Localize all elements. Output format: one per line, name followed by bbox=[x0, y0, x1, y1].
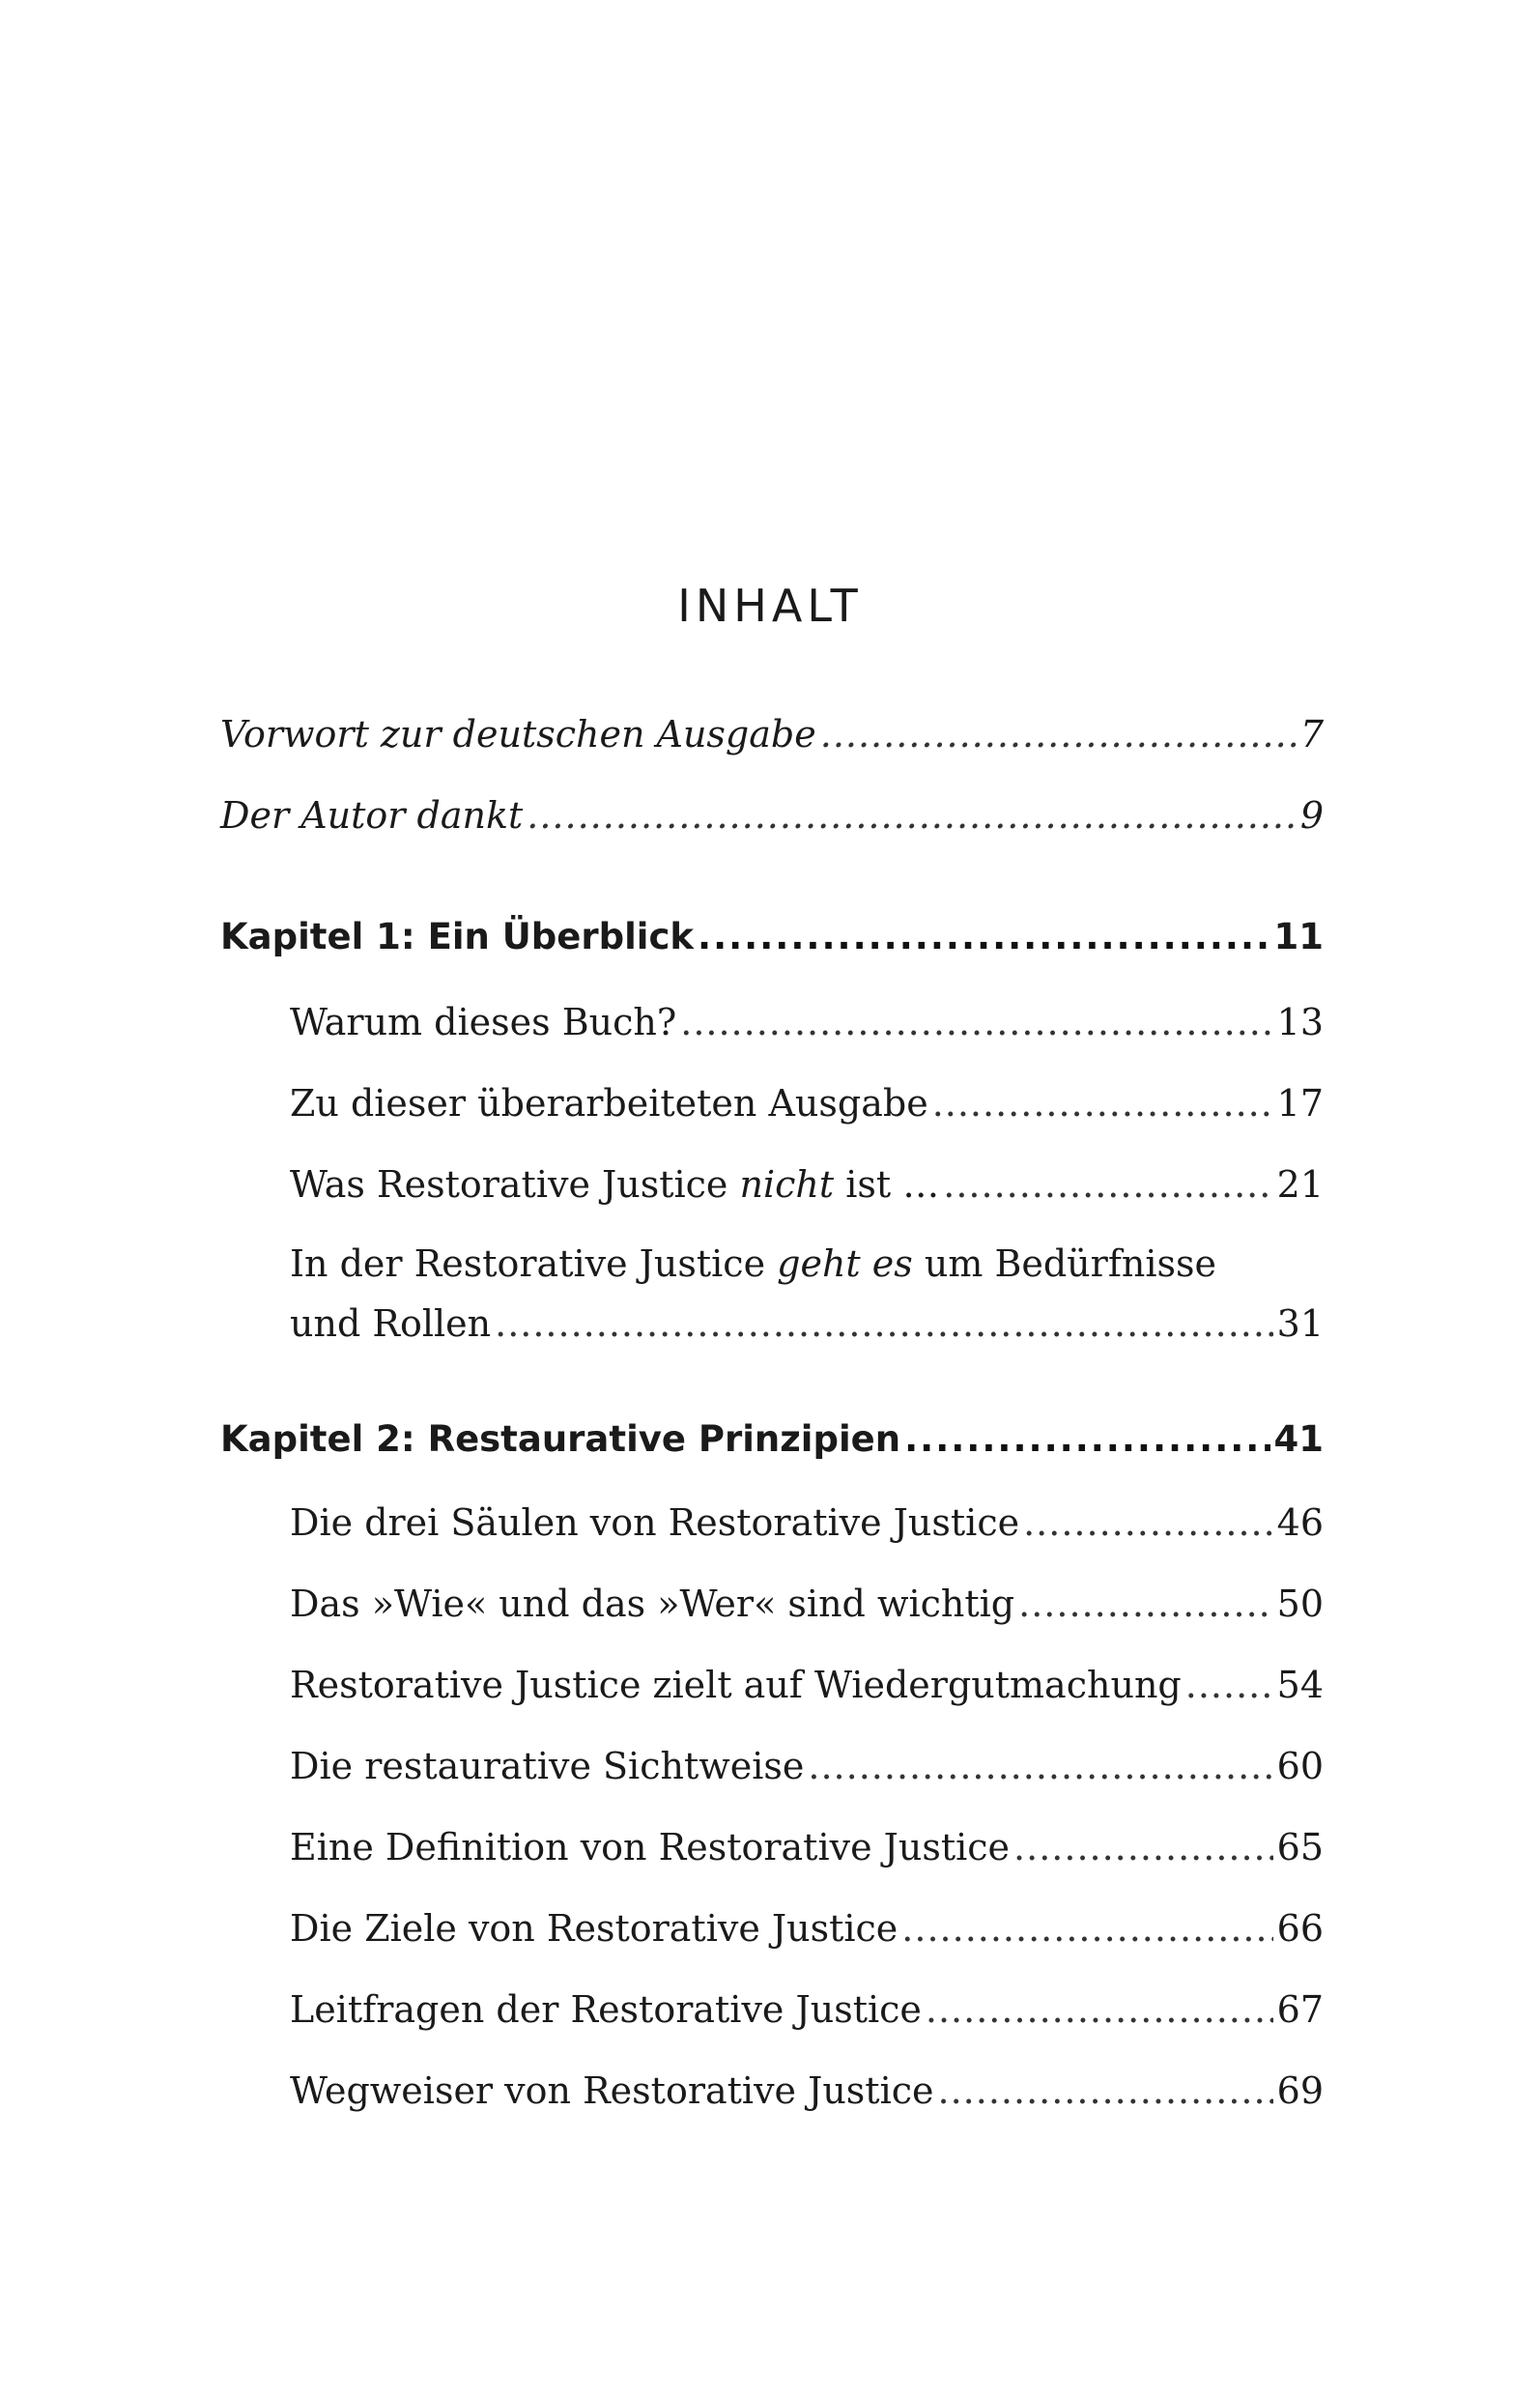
toc-page-number: 60 bbox=[1276, 1745, 1324, 1787]
toc-section bbox=[290, 995, 1324, 1049]
dot-leader bbox=[938, 2064, 1273, 2118]
label-text: Was Restorative Justice bbox=[290, 1163, 740, 1206]
dot-leader bbox=[1018, 1577, 1273, 1631]
dot-leader bbox=[1185, 1658, 1273, 1712]
toc-page-number: 67 bbox=[1276, 1988, 1324, 2031]
dot-leader bbox=[698, 910, 1269, 964]
toc-section-label: Restorative Justice zielt auf Wiedergutmachung bbox=[290, 1664, 1182, 1706]
toc-section bbox=[290, 1076, 1324, 1130]
toc-entry-vorwort bbox=[220, 707, 1324, 761]
toc-section-label: Zu dieser überarbeiteten Ausgabe bbox=[290, 1082, 928, 1125]
toc-page-number: 46 bbox=[1276, 1501, 1324, 1544]
toc-section bbox=[290, 1739, 1324, 1793]
dot-leader bbox=[943, 1157, 1272, 1212]
toc-page-number: 54 bbox=[1276, 1664, 1324, 1706]
toc-chapter-1 bbox=[220, 910, 1324, 964]
toc-section-label: Leitfragen der Restorative Justice bbox=[290, 1988, 922, 2031]
toc-page-number: 50 bbox=[1276, 1583, 1324, 1625]
dot-leader bbox=[1023, 1496, 1273, 1550]
dot-leader bbox=[820, 707, 1297, 761]
toc-section-label: Die restaurative Sichtweise bbox=[290, 1745, 805, 1787]
toc-page-number: 31 bbox=[1276, 1302, 1324, 1345]
toc-section-label bbox=[290, 1157, 939, 1212]
toc-section bbox=[290, 1496, 1324, 1550]
toc-entry-label: Vorwort zur deutschen Ausgabe bbox=[220, 713, 816, 756]
label-emphasis: nicht bbox=[739, 1163, 835, 1206]
dot-leader bbox=[901, 1901, 1272, 1955]
dot-leader bbox=[527, 788, 1297, 842]
toc-section bbox=[290, 1297, 1324, 1351]
toc-section-label: Das »Wie« und das »Wer« sind wichtig bbox=[290, 1583, 1015, 1625]
toc-page-number: 66 bbox=[1276, 1907, 1324, 1950]
dot-leader bbox=[808, 1739, 1272, 1793]
toc-section-label: und Rollen bbox=[290, 1302, 492, 1345]
toc-page-number: 21 bbox=[1276, 1163, 1324, 1206]
toc-section bbox=[290, 1577, 1324, 1631]
toc-page-number: 17 bbox=[1276, 1082, 1324, 1125]
dot-leader bbox=[932, 1076, 1273, 1130]
dot-leader bbox=[904, 1412, 1269, 1467]
page-title: INHALT bbox=[677, 580, 863, 632]
toc-section-label: Wegweiser von Restorative Justice bbox=[290, 2069, 934, 2112]
toc-page-number: 11 bbox=[1273, 916, 1324, 957]
toc-page-number: 13 bbox=[1276, 1001, 1324, 1043]
toc-section bbox=[290, 1658, 1324, 1712]
toc-entry-autor-dankt bbox=[220, 788, 1324, 842]
toc-chapter-label: Kapitel 2: Restaurative Prinzipien bbox=[220, 1418, 901, 1460]
toc-section bbox=[290, 1901, 1324, 1955]
toc-page-number: 41 bbox=[1273, 1418, 1324, 1460]
toc-section-first-line bbox=[290, 1237, 1216, 1291]
toc-section bbox=[290, 2064, 1324, 2118]
toc-section-label: Eine Definition von Restorative Justice bbox=[290, 1826, 1011, 1868]
toc-section-label: Die drei Säulen von Restorative Justice bbox=[290, 1501, 1020, 1544]
label-emphasis: geht es bbox=[777, 1242, 913, 1285]
dot-leader bbox=[680, 995, 1272, 1049]
toc-section-label: Die Ziele von Restorative Justice bbox=[290, 1907, 898, 1950]
toc-chapter-label: Kapitel 1: Ein Überblick bbox=[220, 916, 695, 957]
toc-page-number: 69 bbox=[1276, 2069, 1324, 2112]
toc-section bbox=[290, 1982, 1324, 2037]
toc-page-number: 7 bbox=[1299, 713, 1324, 756]
label-text: um Bedürfnisse bbox=[912, 1242, 1217, 1285]
label-text: In der Restorative Justice bbox=[290, 1242, 778, 1285]
toc-entry-label: Der Autor dankt bbox=[220, 794, 524, 837]
dot-leader bbox=[1013, 1820, 1273, 1874]
dot-leader bbox=[495, 1297, 1273, 1351]
label-text: ist … bbox=[834, 1163, 940, 1206]
toc-section bbox=[290, 1820, 1324, 1874]
dot-leader bbox=[926, 1982, 1273, 2037]
toc-chapter-2 bbox=[220, 1412, 1324, 1467]
toc-section bbox=[290, 1157, 1324, 1212]
toc-section-label: Warum dieses Buch? bbox=[290, 1001, 677, 1043]
toc-page-number: 9 bbox=[1299, 794, 1324, 837]
toc-page-number: 65 bbox=[1276, 1826, 1324, 1868]
